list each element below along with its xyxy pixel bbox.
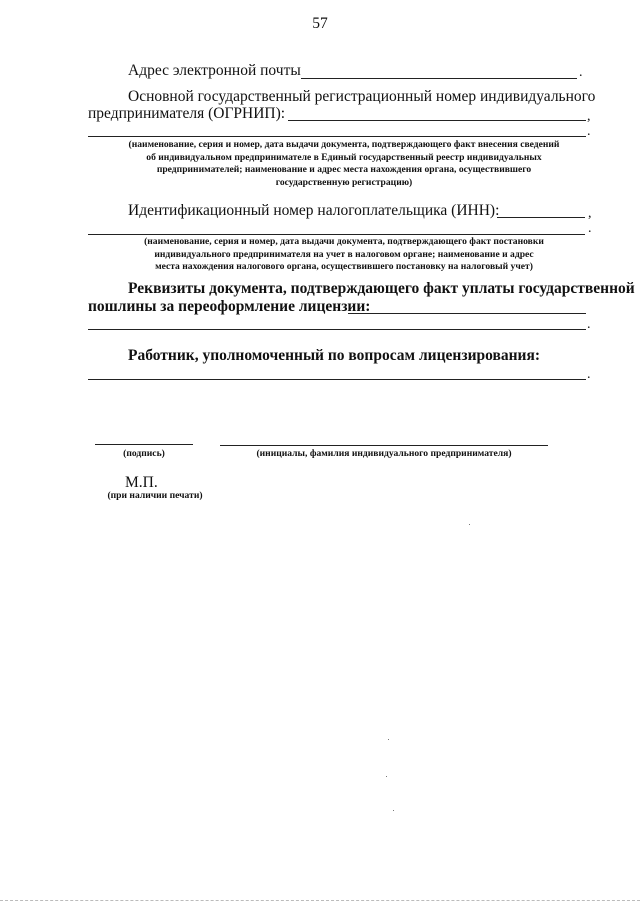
ogrnip-label-line2: предпринимателя (ОГРНИП): [88,105,286,122]
page-number: 57 [312,15,328,32]
fee-label-line1: Реквизиты документа, подтверждающего факт уплаты государственной [128,280,635,297]
ogrnip-label-line1: Основной государственный регистрационный номер индивидуального [128,88,596,105]
ogrnip-end-mark-2: . [587,124,591,139]
worker-label: Работник, уполномоченный по вопросам лицензирования: [128,347,541,364]
name-line [220,445,548,446]
worker-end-mark: . [587,367,591,382]
stamp-label: М.П. [125,474,158,491]
ogrnip-caption-line: предпринимателей; наименование и адрес места нахождения органа, осуществившего [156,164,532,175]
inn-caption-line: места нахождения налогового органа, осуществившего постановку на налоговый учет) [155,261,533,272]
inn-fill-line-1 [497,217,585,218]
fee-fill-line-2 [88,329,586,330]
scan-speck [469,524,470,525]
scan-bottom-edge [0,900,640,901]
fee-end-mark: . [587,317,591,332]
email-end-mark: . [579,65,583,80]
inn-caption [100,236,588,274]
inn-caption-line: индивидуального предпринимателя на учет в налоговом органе; наименование и адрес [154,248,534,260]
signature-caption: (подпись) [123,448,165,459]
ogrnip-fill-line-1 [288,120,586,121]
fee-label-line2: пошлины за переоформление лицензии: [88,298,371,315]
ogrnip-end-mark-1: , [587,109,591,124]
stamp-caption: (при наличии печати) [107,490,203,501]
email-label: Адрес электронной почты [128,62,301,79]
ogrnip-caption-line: об индивидуальном предпринимателе в Единый государственный реестр индивидуальных [146,151,542,163]
ogrnip-caption-line: (наименование, серия и номер, дата выдачи документа, подтверждающего факт внесения сведений [128,139,560,150]
ogrnip-caption-line: государственную регистрацию) [275,176,413,188]
ogrnip-caption [100,139,588,189]
signature-line [95,444,193,445]
fee-fill-line-1 [348,313,586,314]
inn-end-mark-1: , [588,206,592,221]
worker-fill-line [88,379,586,380]
inn-caption-line: (наименование, серия и номер, дата выдачи документа, подтверждающего факт постановки [144,236,544,247]
scan-speck [386,776,387,777]
email-fill-line [301,78,577,79]
name-caption: (инициалы, фамилия индивидуального предпринимателя) [256,448,512,459]
inn-label: Идентификационный номер налогоплательщика (ИНН): [128,202,500,219]
ogrnip-fill-line-2 [88,136,586,137]
scan-speck [388,739,389,740]
inn-end-mark-2: . [588,221,592,236]
scan-speck [393,810,394,811]
inn-fill-line-2 [88,234,585,235]
